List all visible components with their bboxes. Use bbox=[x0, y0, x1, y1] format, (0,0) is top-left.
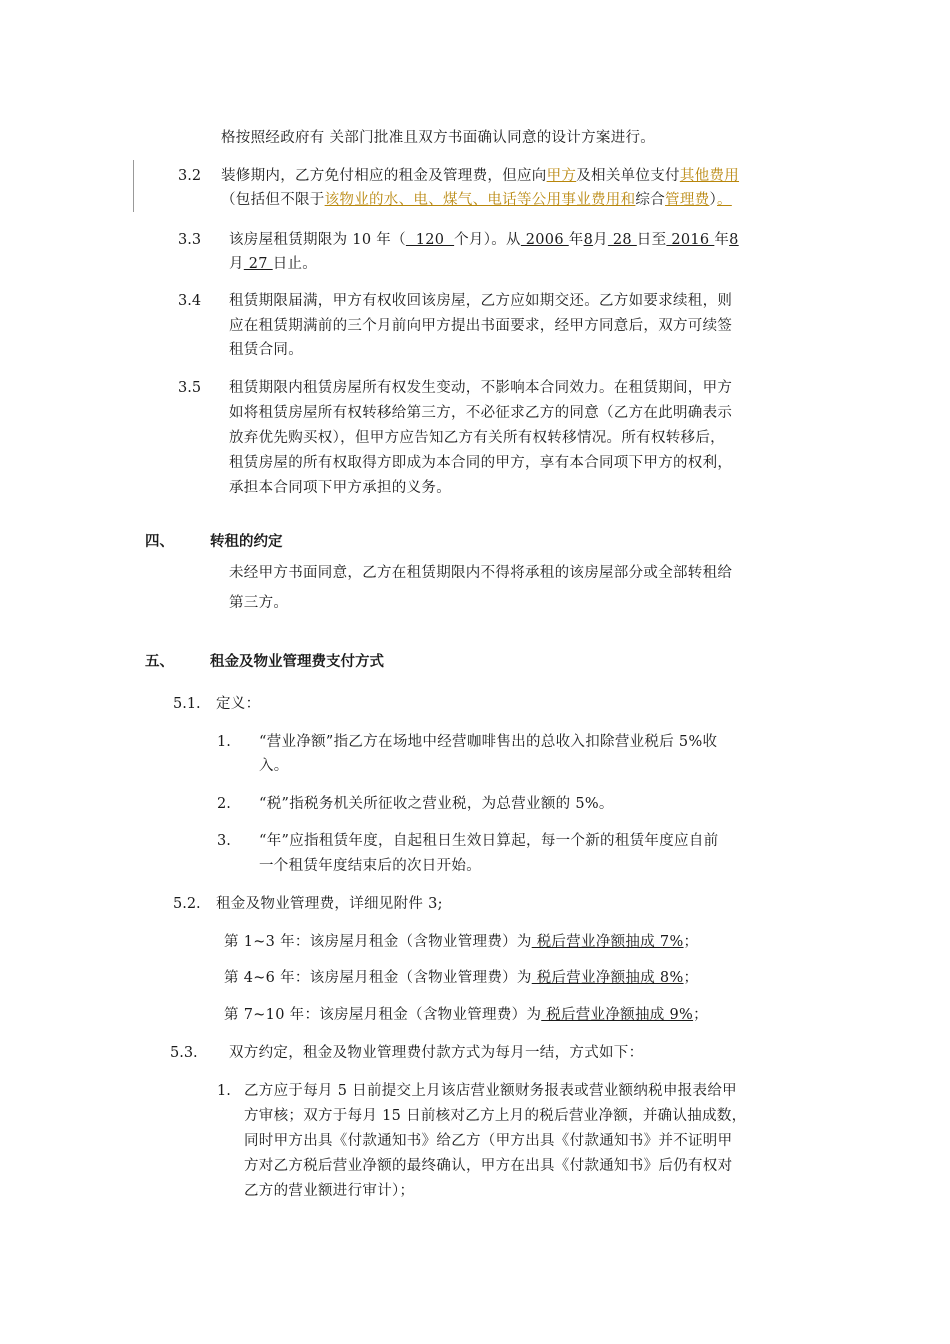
lease-months: 120 bbox=[405, 232, 455, 248]
tracked-insert: 管理费 bbox=[665, 192, 710, 208]
clause-3-5-number: 3.5 bbox=[178, 380, 202, 396]
section-4-number: 四、 bbox=[145, 534, 174, 550]
clause-5-3-number: 5.3. bbox=[170, 1045, 198, 1061]
rent-tier-3-rate: 税后营业净额抽成 9% bbox=[541, 1007, 694, 1023]
payment-item-1-line-1: 乙方应于每月 5 日前提交上月该店营业额财务报表或营业额纳税申报表给甲 bbox=[244, 1083, 737, 1099]
payment-item-1-line-2: 方审核；双方于每月 15 日前核对乙方上月的税后营业净额，并确认抽成数， bbox=[244, 1108, 747, 1124]
clause-3-3-number: 3.3 bbox=[178, 232, 202, 248]
clause-3-5-line-5: 承担本合同项下甲方承担的义务。 bbox=[229, 480, 451, 496]
clause-3-4-line-3: 租赁合同。 bbox=[229, 342, 303, 358]
section-5-number: 五、 bbox=[145, 654, 174, 670]
section-4-title: 转租的约定 bbox=[210, 534, 283, 550]
definition-3-line-2: 一个租赁年度结束后的次日开始。 bbox=[259, 858, 481, 874]
start-year: 2006 bbox=[520, 232, 569, 248]
start-day: 28 bbox=[607, 232, 637, 248]
payment-item-1-line-3: 同时甲方出具《付款通知书》给乙方（甲方出具《付款通知书》并不证明甲 bbox=[244, 1133, 733, 1149]
definition-2-line-1: “税”指税务机关所征收之营业税，为总营业额的 5%。 bbox=[259, 796, 614, 812]
clause-3-5-line-3: 放弃优先购买权），但甲方应告知乙方有关所有权转移情况。所有权转移后， bbox=[229, 430, 725, 446]
rent-tier-3: 第 7~10 年：该房屋月租金（含物业管理费）为 税后营业净额抽成 9%； bbox=[224, 1007, 708, 1023]
clause-5-2-title: 租金及物业管理费，详细见附件 3; bbox=[216, 896, 443, 912]
definition-1-line-1: “营业净额”指乙方在场地中经营咖啡售出的总收入扣除营业税后 5%收 bbox=[259, 734, 718, 750]
payment-item-1-line-4: 方对乙方税后营业净额的最终确认，甲方在出具《付款通知书》后仍有权对 bbox=[244, 1158, 733, 1174]
end-year: 2016 bbox=[666, 232, 715, 248]
clause-3-3-line-1: 该房屋租赁期限为 10 年（ 120 个月）。从 2006 年8月 28 日至 2016 年8 bbox=[229, 232, 739, 248]
end-day: 27 bbox=[243, 256, 273, 272]
clause-5-1-number: 5.1. bbox=[173, 696, 201, 712]
tracked-insert: 。 bbox=[717, 192, 732, 208]
revision-bar bbox=[133, 160, 134, 212]
clause-3-5-line-1: 租赁期限内租赁房屋所有权发生变动，不影响本合同效力。在租赁期间，甲方 bbox=[229, 380, 733, 396]
tracked-insert: 其他费用 bbox=[679, 168, 740, 184]
clause-3-4-line-2: 应在租赁期满前的三个月前向甲方提出书面要求，经甲方同意后，双方可续签 bbox=[229, 318, 733, 334]
definition-1-line-2: 入。 bbox=[259, 758, 289, 774]
clause-3-5-line-4: 租赁房屋的所有权取得方即成为本合同的甲方，享有本合同项下甲方的权利， bbox=[229, 455, 733, 471]
rent-tier-2-rate: 税后营业净额抽成 8% bbox=[531, 970, 684, 986]
clause-3-1-continuation: 格按照经政府有 关部门批准且双方书面确认同意的设计方案进行。 bbox=[221, 130, 656, 146]
clause-5-1-title: 定义： bbox=[216, 696, 261, 712]
clause-3-4-number: 3.4 bbox=[178, 293, 202, 309]
tracked-insert: 该物业的水、电、煤气、电话等公用事业费用和 bbox=[324, 192, 636, 208]
clause-3-5-line-2: 如将租赁房屋所有权转移给第三方，不必征求乙方的同意（乙方在此明确表示 bbox=[229, 405, 733, 421]
clause-3-3-line-2: 月 27 日止。 bbox=[229, 256, 318, 272]
payment-item-1-line-5: 乙方的营业额进行审计）； bbox=[244, 1183, 415, 1199]
section-4-line-1: 未经甲方书面同意，乙方在租赁期限内不得将承租的该房屋部分或全部转租给 bbox=[229, 565, 733, 581]
definition-1-number: 1. bbox=[217, 734, 231, 750]
section-5-title: 租金及物业管理费支付方式 bbox=[210, 654, 384, 670]
payment-item-1-number: 1. bbox=[217, 1083, 231, 1099]
rent-tier-1-rate: 税后营业净额抽成 7% bbox=[531, 934, 684, 950]
section-4-line-2: 第三方。 bbox=[229, 595, 289, 611]
end-month: 8 bbox=[729, 232, 739, 248]
rent-tier-1: 第 1~3 年：该房屋月租金（含物业管理费）为 税后营业净额抽成 7%； bbox=[224, 934, 699, 950]
clause-5-3-title: 双方约定，租金及物业管理费付款方式为每月一结，方式如下： bbox=[229, 1045, 644, 1061]
start-month: 8 bbox=[583, 232, 594, 248]
definition-2-number: 2. bbox=[217, 796, 231, 812]
clause-3-2-number: 3.2 bbox=[178, 168, 202, 184]
clause-5-2-number: 5.2. bbox=[173, 896, 201, 912]
tracked-insert: 甲方 bbox=[546, 168, 577, 184]
definition-3-line-1: “年”应指租赁年度，自起租日生效日算起，每一个新的租赁年度应自前 bbox=[259, 833, 719, 849]
rent-tier-2: 第 4~6 年：该房屋月租金（含物业管理费）为 税后营业净额抽成 8%； bbox=[224, 970, 699, 986]
clause-3-4-line-1: 租赁期限届满，甲方有权收回该房屋，乙方应如期交还。乙方如要求续租，则 bbox=[229, 293, 733, 309]
definition-3-number: 3. bbox=[217, 833, 231, 849]
clause-3-2-line-1: 装修期内，乙方免付相应的租金及管理费，但应向甲方及相关单位支付其他费用 bbox=[221, 168, 740, 184]
clause-3-2-line-2: （包括但不限于该物业的水、电、煤气、电话等公用事业费用和综合管理费）。 bbox=[221, 192, 732, 208]
